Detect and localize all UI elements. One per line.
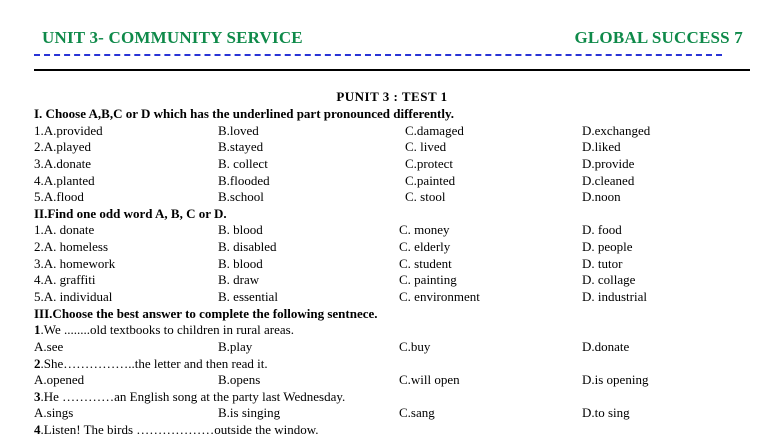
section-2-row [0,239,784,255]
question-3 [34,389,345,405]
section-1-row [0,173,784,189]
option-c: C.buy [399,339,431,354]
option-c: C. lived [405,139,447,154]
option-a: A.sings [34,405,74,420]
option-c: C.protect [405,156,454,171]
option-d: D.exchanged [582,123,651,138]
option-a: 4.A. graffiti [34,272,96,287]
answer-row [0,339,784,355]
option-b: B.flooded [218,173,270,188]
question-number: 3 [34,389,41,404]
option-b: B. disabled [218,239,277,254]
option-b: B. draw [218,272,260,287]
option-c: C. environment [399,289,480,304]
option-b: B.is singing [218,405,281,420]
option-d: D.donate [582,339,630,354]
option-a: 1.A. donate [34,222,95,237]
section-1-heading: I. Choose A,B,C or D which has the underlined part pronounced differently. [34,106,455,121]
option-d: D. tutor [582,256,623,271]
unit-header: UNIT 3- COMMUNITY SERVICE [42,28,303,47]
option-a: 3.A.donate [34,156,92,171]
option-b: B.stayed [218,139,264,154]
option-b: B. blood [218,256,263,271]
option-c: C. painting [399,272,457,287]
dashed-divider [34,54,722,56]
option-d: D.is opening [582,372,649,387]
option-d: D. collage [582,272,636,287]
question-4 [34,422,319,438]
section-2-row [0,289,784,305]
option-a: A.opened [34,372,85,387]
question-1 [34,322,294,338]
option-a: 5.A. individual [34,289,113,304]
option-a: 2.A.played [34,139,92,154]
option-b: B. collect [218,156,268,171]
option-d: D.to sing [582,405,630,420]
test-title: PUNIT 3 : TEST 1 [336,89,448,104]
option-a: 2.A. homeless [34,239,109,254]
question-number: 2 [34,356,41,371]
option-b: B.loved [218,123,259,138]
option-b: B.opens [218,372,261,387]
section-2-row [0,272,784,288]
option-c: C.will open [399,372,460,387]
option-b: B.school [218,189,264,204]
question-text: .Listen! The birds ………………outside the window. [40,422,319,437]
section-3-heading: III.Choose the best answer to complete the following sentnece. [34,306,378,321]
section-1-row [0,189,784,205]
answer-row [0,372,784,388]
option-d: D. food [582,222,622,237]
option-b: B. essential [218,289,278,304]
section-1-row [0,139,784,155]
option-c: C.painted [405,173,456,188]
option-a: 3.A. homework [34,256,116,271]
option-c: C. stool [405,189,446,204]
question-text: .She……………..the letter and then read it. [40,356,268,371]
section-1-row [0,156,784,172]
option-d: D. industrial [582,289,647,304]
question-number: 4 [34,422,41,437]
option-c: C.damaged [405,123,464,138]
option-b: B.play [218,339,253,354]
option-d: D.liked [582,139,621,154]
question-text: .He …………an English song at the party last Wednesday. [40,389,346,404]
option-d: D. people [582,239,633,254]
option-d: D.cleaned [582,173,635,188]
option-a: 4.A.planted [34,173,95,188]
section-2-row [0,222,784,238]
book-header: GLOBAL SUCCESS 7 [574,28,743,47]
option-d: D.provide [582,156,635,171]
option-c: C. elderly [399,239,451,254]
option-a: 5.A.flood [34,189,84,204]
option-a: 1.A.provided [34,123,103,138]
option-b: B. blood [218,222,263,237]
option-c: C. money [399,222,450,237]
answer-row [0,405,784,421]
section-2-row [0,256,784,272]
option-c: C.sang [399,405,435,420]
solid-divider [34,69,750,71]
question-text: .We ........old textbooks to children in rural areas. [40,322,294,337]
question-number: 1 [34,322,41,337]
section-2-heading: II.Find one odd word A, B, C or D. [34,206,227,221]
question-2 [34,356,268,372]
option-d: D.noon [582,189,621,204]
option-a: A.see [34,339,64,354]
option-c: C. student [399,256,452,271]
section-1-row [0,123,784,139]
